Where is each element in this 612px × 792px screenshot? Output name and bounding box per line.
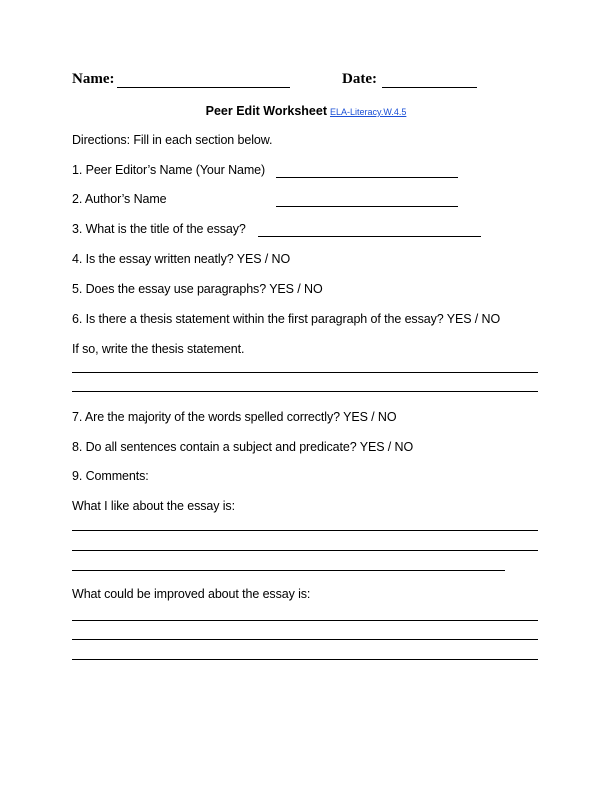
question-8: 8. Do all sentences contain a subject and predicate? YES / NO xyxy=(72,440,414,454)
improve-line-3[interactable] xyxy=(72,659,538,660)
question-9: 9. Comments: xyxy=(72,469,149,483)
question-5: 5. Does the essay use paragraphs? YES / NO xyxy=(72,282,323,296)
date-field[interactable] xyxy=(382,87,477,88)
improve-line-1[interactable] xyxy=(72,620,538,621)
improve-line-2[interactable] xyxy=(72,639,538,640)
like-line-2[interactable] xyxy=(72,550,538,551)
improve-prompt: What could be improved about the essay is: xyxy=(72,587,311,601)
question-3: 3. What is the title of the essay? xyxy=(72,222,246,236)
author-name-field[interactable] xyxy=(276,206,458,207)
directions-text: Directions: Fill in each section below. xyxy=(72,133,273,147)
question-6-followup: If so, write the thesis statement. xyxy=(72,342,245,356)
name-field[interactable] xyxy=(117,87,290,88)
title-text: Peer Edit Worksheet xyxy=(205,104,327,118)
thesis-line-2[interactable] xyxy=(72,391,538,392)
essay-title-field[interactable] xyxy=(258,236,481,237)
like-line-3[interactable] xyxy=(72,570,505,571)
thesis-line-1[interactable] xyxy=(72,372,538,373)
like-prompt: What I like about the essay is: xyxy=(72,499,235,513)
like-line-1[interactable] xyxy=(72,530,538,531)
peer-editor-name-field[interactable] xyxy=(276,177,458,178)
question-7: 7. Are the majority of the words spelled correctly? YES / NO xyxy=(72,410,397,424)
date-row xyxy=(342,71,377,88)
worksheet-title xyxy=(0,104,612,118)
standard-link[interactable]: ELA-Literacy.W.4.5 xyxy=(329,107,407,117)
question-1: 1. Peer Editor’s Name (Your Name) xyxy=(72,163,266,177)
question-2: 2. Author’s Name xyxy=(72,192,167,206)
date-label: Date: xyxy=(342,71,377,87)
name-label: Name: xyxy=(72,71,115,87)
question-6: 6. Is there a thesis statement within the first paragraph of the essay? YES / NO xyxy=(72,312,501,326)
question-4: 4. Is the essay written neatly? YES / NO xyxy=(72,252,291,266)
name-row xyxy=(72,71,114,88)
